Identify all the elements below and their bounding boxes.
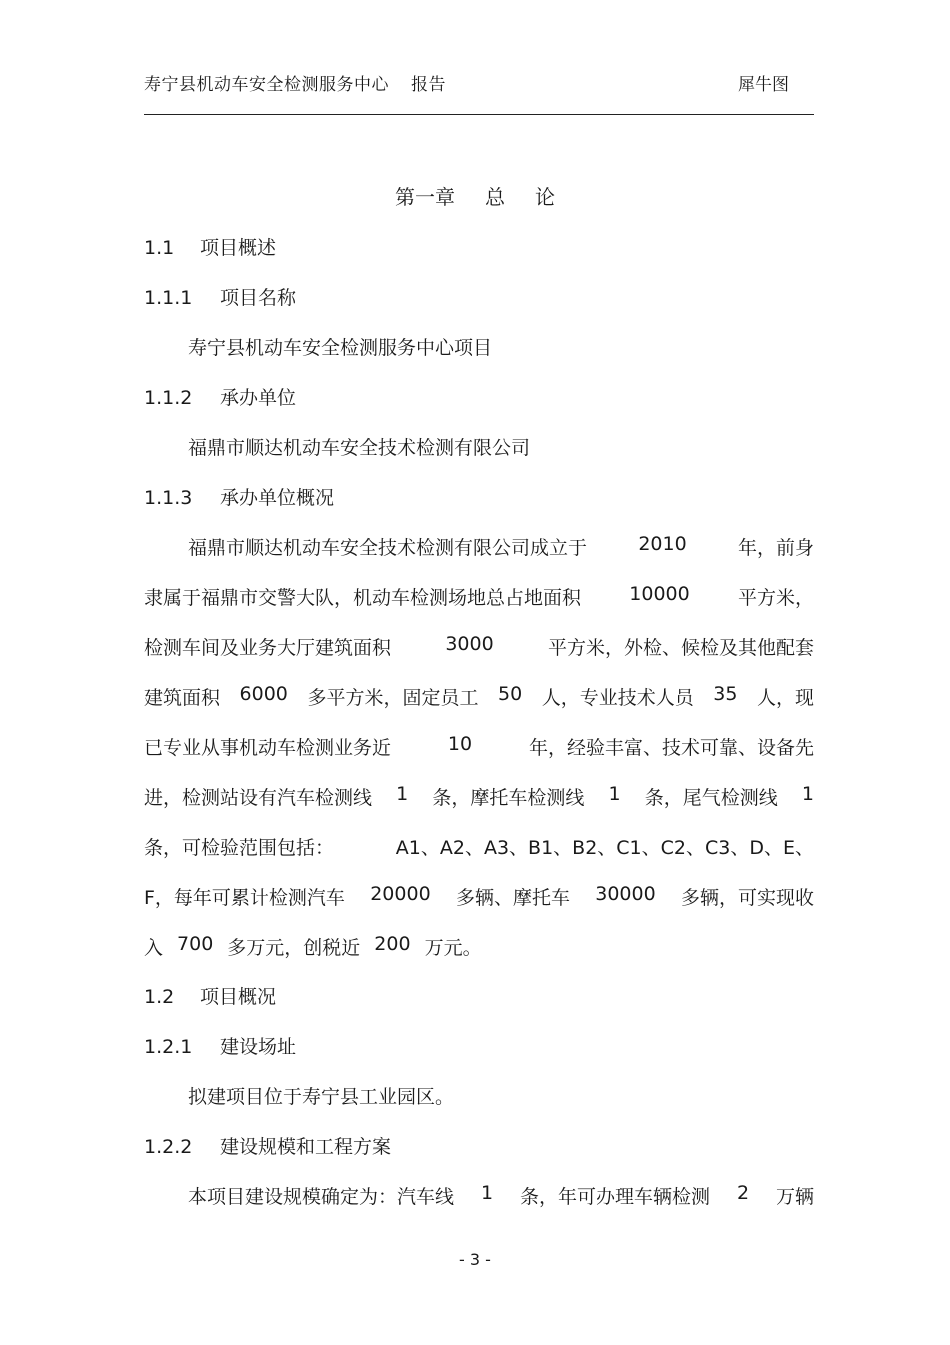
text-segment: 10 — [447, 733, 473, 755]
section-title: 建设场址 — [220, 1036, 297, 1058]
paragraph-line — [144, 783, 814, 810]
text-segment: 年，前身 — [737, 537, 814, 559]
section-title: 承办单位 — [220, 387, 297, 409]
section-title: 承办单位概况 — [220, 487, 335, 509]
header-title — [144, 70, 446, 95]
text-segment: 检测车间及业务大厅建筑面积 — [144, 637, 392, 659]
text-segment: 700 — [177, 933, 214, 955]
text-segment: 多万元，创税近 — [227, 937, 361, 959]
section-title: 建设规模和工程方案 — [220, 1136, 392, 1158]
text-segment: 多辆、摩托车 — [455, 887, 570, 909]
text-segment: 条，尾气检测线 — [644, 787, 778, 809]
paragraph-line — [144, 583, 814, 610]
text-segment: 万辆 — [775, 1186, 814, 1208]
text-segment: 条，年可办理车辆检测 — [519, 1186, 710, 1208]
section-number: 1.2.2 — [144, 1136, 193, 1158]
text-segment: 年，经验丰富、技术可靠、设备先 — [528, 737, 814, 759]
text-segment: F，每年可累计检测汽车 — [144, 887, 345, 909]
text-segment: 平方米，外检、候检及其他配套 — [547, 637, 814, 659]
text-segment: A1、A2、A3、B1、B2、C1、C2、C3、D、E、 — [395, 837, 814, 859]
text-segment: 人，专业技术人员 — [541, 687, 694, 709]
text-segment: 3000 — [445, 633, 494, 655]
paragraph-line — [144, 933, 814, 960]
text-segment: 进，检测站设有汽车检测线 — [144, 787, 373, 809]
section-number: 1.1.1 — [144, 287, 193, 309]
text-segment: 30000 — [595, 883, 656, 905]
section-heading-1-1-2 — [144, 383, 296, 410]
section-title: 项目概况 — [200, 986, 277, 1008]
text-segment: 2 — [736, 1182, 750, 1204]
section-number: 1.2.1 — [144, 1036, 193, 1058]
text-segment: 35 — [713, 683, 738, 705]
paragraph-line — [144, 733, 814, 760]
paragraph-line — [188, 533, 814, 560]
text-segment: 1 — [480, 1182, 494, 1204]
section-heading-1-1 — [144, 233, 276, 260]
section-title: 项目名称 — [220, 287, 297, 309]
section-number: 1.1 — [144, 237, 175, 259]
text-segment: 20000 — [370, 883, 431, 905]
section-title: 项目概述 — [200, 237, 277, 259]
paragraph-line — [144, 833, 814, 860]
text-segment: 建筑面积 — [144, 687, 221, 709]
section-number: 1.1.2 — [144, 387, 193, 409]
text-segment: 本项目建设规模确定为：汽车线 — [188, 1186, 455, 1208]
text-segment: 50 — [497, 683, 523, 705]
text-segment: 条，摩托车检测线 — [432, 787, 585, 809]
site-text: 拟建项目位于寿宁县工业园区。 — [188, 1086, 455, 1108]
text-segment: 200 — [374, 933, 411, 955]
section-heading-1-2-2 — [144, 1132, 391, 1159]
text-segment: 多辆，可实现收 — [680, 887, 814, 909]
header-title-suffix: 报告 — [411, 75, 446, 95]
text-segment: 平方米， — [737, 587, 814, 609]
project-name-text: 寿宁县机动车安全检测服务中心项目 — [188, 337, 493, 359]
header-title-text: 寿宁县机动车安全检测服务中心 — [144, 75, 389, 95]
paragraph-line — [144, 883, 814, 910]
chapter-number: 第一章 — [395, 185, 455, 209]
text-segment: 2010 — [638, 533, 687, 555]
text-segment: 福鼎市顺达机动车安全技术检测有限公司成立于 — [188, 537, 588, 559]
text-segment: 隶属于福鼎市交警大队，机动车检测场地总占地面积 — [144, 587, 582, 609]
text-segment: 1 — [801, 783, 814, 805]
header-divider — [144, 114, 814, 115]
text-segment: 6000 — [239, 683, 288, 705]
organizer-text: 福鼎市顺达机动车安全技术检测有限公司 — [188, 437, 531, 459]
text-segment: 入 — [144, 937, 164, 959]
paragraph-line — [144, 633, 814, 660]
text-segment: 多平方米，固定员工 — [307, 687, 479, 709]
section-heading-1-2 — [144, 982, 276, 1009]
text-segment: 1 — [396, 783, 409, 805]
scale-text-line — [188, 1182, 814, 1209]
text-segment: 万元。 — [424, 937, 482, 959]
section-heading-1-2-1 — [144, 1032, 296, 1059]
header-right-text: 犀牛图 — [738, 75, 789, 95]
text-segment: 1 — [608, 783, 621, 805]
text-segment: 条，可检验范围包括： — [144, 837, 335, 859]
section-number: 1.1.3 — [144, 487, 193, 509]
chapter-word-2: 论 — [535, 185, 555, 209]
section-heading-1-1-3 — [144, 483, 334, 510]
chapter-word-1: 总 — [485, 185, 505, 209]
section-heading-1-1-1 — [144, 283, 296, 310]
text-segment: 人，现 — [756, 687, 814, 709]
text-segment: 10000 — [629, 583, 690, 605]
paragraph-line — [144, 683, 814, 710]
page-number: - 3 - — [459, 1250, 491, 1269]
text-segment: 已专业从事机动车检测业务近 — [144, 737, 392, 759]
section-number: 1.2 — [144, 986, 175, 1008]
chapter-title — [0, 181, 950, 210]
